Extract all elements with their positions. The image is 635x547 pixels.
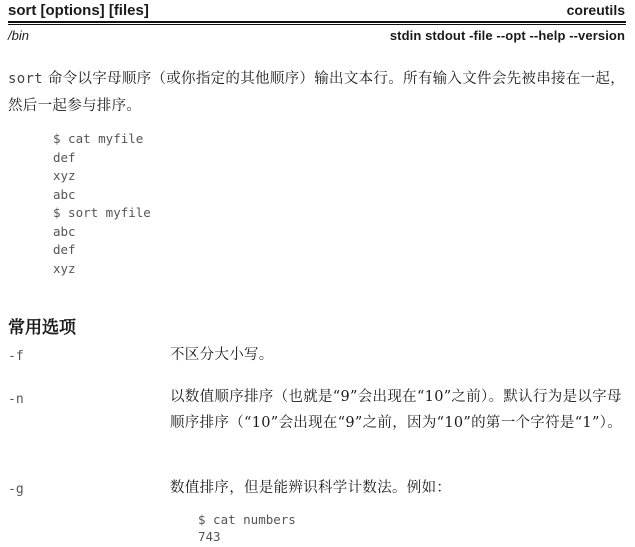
header-rule-thin	[8, 24, 626, 25]
option-flag-g: -g	[8, 482, 24, 497]
synopsis: sort [options] [files]	[8, 2, 149, 19]
code-line: abc	[53, 186, 76, 202]
example2-code-block	[198, 511, 296, 545]
code-line: $ cat numbers	[198, 512, 296, 527]
code-line: abc	[53, 223, 76, 239]
package-name: coreutils	[566, 2, 625, 18]
supported-flags: stdin stdout -file --opt --help --version	[389, 28, 625, 43]
command-name: sort	[8, 71, 43, 87]
option-desc-f: 不区分大小写。	[170, 347, 274, 363]
example-code-block	[53, 130, 151, 278]
code-line: def	[53, 242, 76, 257]
section-heading: 常用选项	[8, 318, 76, 338]
install-path: /bin	[8, 28, 29, 43]
code-line: xyz	[53, 168, 76, 183]
code-line: 743	[198, 529, 221, 544]
option-desc-g: 数值排序，但是能辨识科学计数法。例如：	[170, 480, 452, 496]
code-line: def	[53, 149, 76, 165]
option-flag-f: -f	[8, 349, 24, 364]
code-line: xyz	[53, 260, 76, 276]
code-line: $ sort myfile	[53, 205, 151, 220]
header-rule	[8, 21, 626, 23]
code-line: $ cat myfile	[53, 131, 144, 146]
option-desc-n: 以数值顺序排序（也就是“9”会出现在“10”之前）。默认行为是以字母顺序排序（“10”会出现在“9”之前，因为“10”的第一个字符是“1”）。	[170, 389, 623, 431]
option-flag-n: -n	[8, 392, 24, 407]
intro-paragraph	[8, 66, 626, 120]
intro-text: 命令以字母顺序（或你指定的其他顺序）输出文本行。所有输入文件会先被串接在一起，然后一起参与排序。	[8, 71, 626, 114]
